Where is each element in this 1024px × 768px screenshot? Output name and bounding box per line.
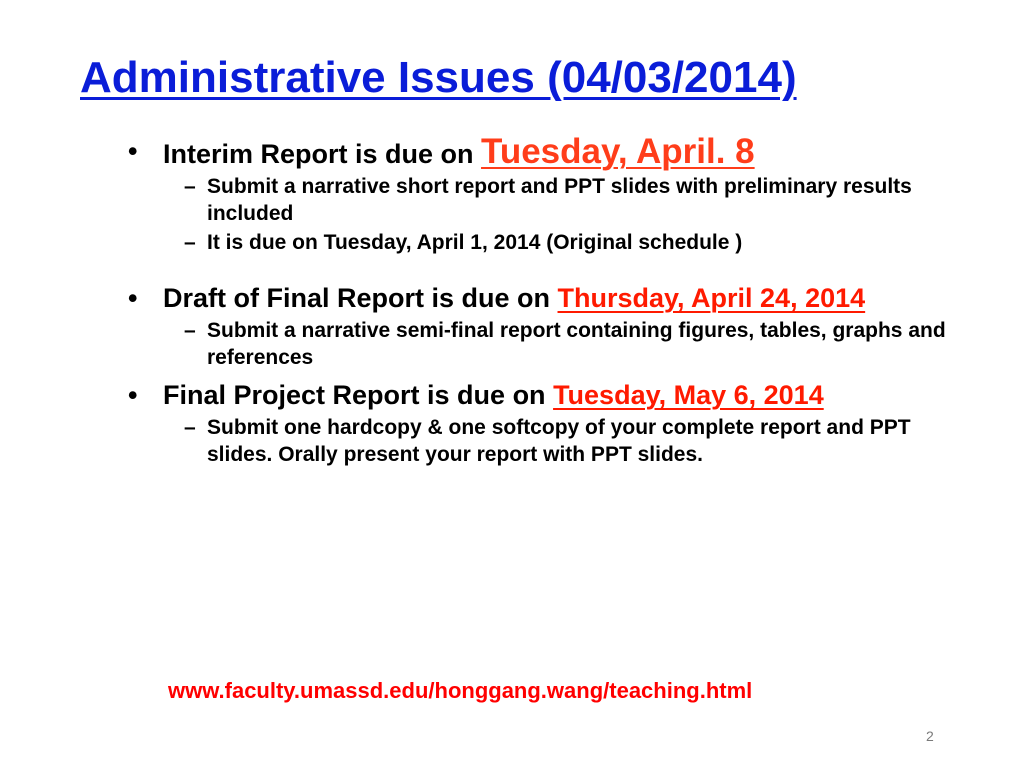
- bullet-icon: •: [128, 136, 138, 166]
- course-website-url: www.faculty.umassd.edu/honggang.wang/teaching.html: [168, 678, 753, 703]
- bullet-final-project-report: [128, 379, 948, 412]
- slide-title: Administrative Issues (04/03/2014): [80, 53, 797, 102]
- bullet-list: [128, 132, 948, 468]
- bullet-icon: •: [128, 380, 138, 410]
- page-number: 2: [926, 728, 934, 744]
- sub-bullet: [128, 173, 948, 227]
- dash-icon: –: [184, 175, 196, 198]
- sub-bullet: [128, 317, 948, 371]
- sub-bullet-text: Submit one hardcopy & one softcopy of your complete report and PPT slides. Orally present your report with PPT slides.: [207, 416, 911, 466]
- sub-bullet-text: Submit a narrative semi-final report containing figures, tables, graphs and references: [207, 319, 946, 369]
- bullet-draft-final-report: [128, 282, 948, 315]
- spacer: [128, 371, 948, 379]
- spacer: [128, 256, 948, 282]
- due-date: Thursday, April 24, 2014: [557, 283, 866, 313]
- sub-bullet-text: Submit a narrative short report and PPT slides with preliminary results included: [207, 175, 912, 225]
- bullet-text: Final Project Report is due on: [163, 380, 554, 410]
- dash-icon: –: [184, 416, 196, 439]
- bullet-icon: •: [128, 283, 138, 313]
- bullet-text: Interim Report is due on: [163, 139, 482, 169]
- due-date: Tuesday, May 6, 2014: [553, 380, 824, 410]
- dash-icon: –: [184, 231, 196, 254]
- bullet-interim-report: [128, 132, 948, 171]
- dash-icon: –: [184, 319, 196, 342]
- sub-bullet: [128, 229, 948, 256]
- due-date: Tuesday, April. 8: [481, 132, 755, 171]
- sub-bullet-text: It is due on Tuesday, April 1, 2014 (Original schedule ): [207, 231, 743, 254]
- sub-bullet: [128, 414, 948, 468]
- bullet-text: Draft of Final Report is due on: [163, 283, 558, 313]
